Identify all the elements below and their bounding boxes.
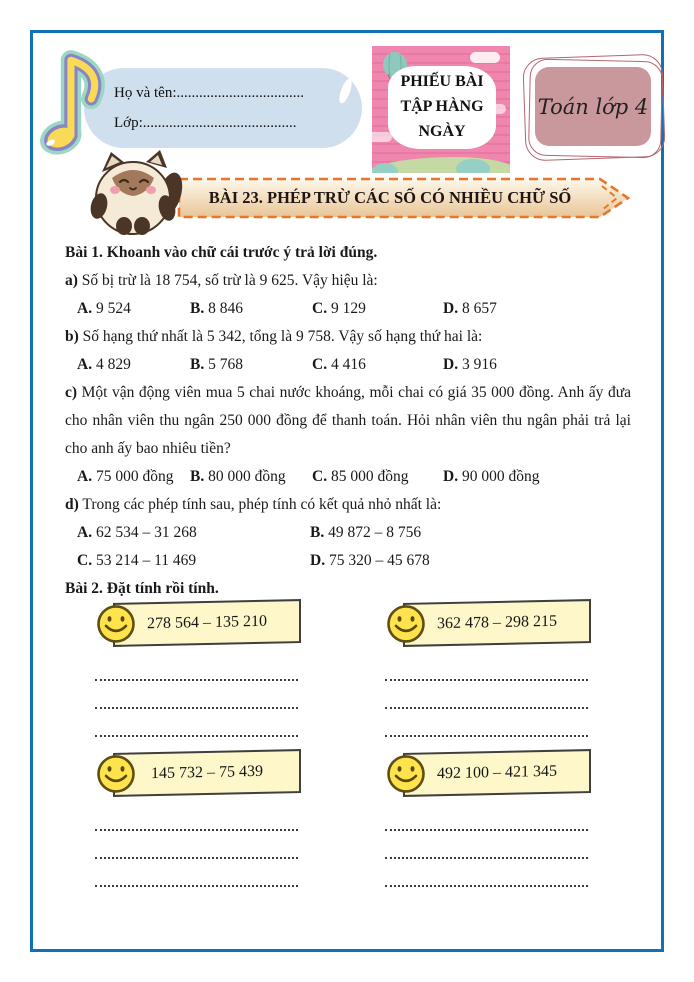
problem-box-3: [113, 749, 301, 797]
question-b-options: [65, 351, 631, 379]
option-a[interactable]: A. 62 534 – 31 268: [77, 524, 197, 541]
smiley-icon: [385, 753, 427, 795]
question-label: c): [65, 384, 78, 401]
exercise-1-title: Bài 1. Khoanh vào chữ cái trước ý trả lời đúng.: [65, 244, 378, 261]
question-body: Trong các phép tính sau, phép tính có kết quả nhỏ nhất là:: [82, 496, 442, 513]
question-body: Số bị trừ là 18 754, số trừ là 9 625. Vậy hiệu là:: [81, 272, 378, 289]
answer-line[interactable]: [385, 709, 588, 737]
class-field[interactable]: Lớp:.........................................: [114, 115, 297, 131]
question-body: Số hạng thứ nhất là 5 342, tổng là 9 758. Vậy số hạng thứ hai là:: [82, 328, 483, 345]
worksheet-title-card: [372, 46, 510, 173]
option-c[interactable]: C. 9 129: [312, 300, 366, 317]
question-d-options-row1: [65, 519, 631, 547]
smiley-icon: [385, 603, 427, 645]
option-b[interactable]: B. 49 872 – 8 756: [310, 524, 422, 541]
option-a[interactable]: A. 4 829: [77, 356, 131, 373]
work-column-right: [385, 601, 591, 887]
question-label: b): [65, 328, 79, 345]
option-b[interactable]: B. 5 768: [190, 356, 243, 373]
question-d-options-row2: [65, 547, 631, 575]
option-c[interactable]: C. 53 214 – 11 469: [77, 552, 197, 569]
option-c[interactable]: C. 85 000 đồng: [312, 468, 409, 485]
lesson-banner: [176, 176, 634, 220]
question-body: Một vận động viên mua 5 chai nước khoáng, mỗi chai có giá 35 000 đồng. Anh ấy đưa cho nhân viên thu ngân 250 000 đồng để thanh toán. Hỏi nhân viên thu ngân phải trả lại cho anh ấy bao nhiêu tiền?: [65, 384, 632, 457]
problem-box-2: [403, 599, 591, 647]
exercise-1: [65, 239, 631, 603]
answer-line[interactable]: [385, 803, 588, 831]
cat-icon: [84, 150, 186, 236]
cloud-shape: [470, 52, 500, 63]
answer-line[interactable]: [95, 681, 298, 709]
grade-label: Toán lớp 4: [537, 94, 649, 119]
smiley-icon: [95, 753, 137, 795]
question-a-options: [65, 295, 631, 323]
question-a-text: [65, 267, 631, 295]
exercise-2-title: Bài 2. Đặt tính rồi tính.: [65, 580, 219, 597]
question-b-text: [65, 323, 631, 351]
option-d[interactable]: D. 75 320 – 45 678: [310, 552, 430, 569]
name-field[interactable]: Họ và tên:..................................: [114, 85, 304, 101]
question-label: a): [65, 272, 78, 289]
answer-line[interactable]: [385, 681, 588, 709]
question-c-options: [65, 463, 631, 491]
option-a[interactable]: A. 9 524: [77, 300, 131, 317]
option-a[interactable]: A. 75 000 đồng: [77, 468, 174, 485]
lesson-title: BÀI 23. PHÉP TRỪ CÁC SỐ CÓ NHIỀU CHỮ SỐ: [208, 188, 572, 207]
badge-fill: [535, 67, 651, 146]
question-label: d): [65, 496, 79, 513]
smiley-icon: [95, 603, 137, 645]
worksheet-title: PHIẾU BÀI TẬP HÀNG NGÀY: [400, 73, 484, 140]
problem-label: 362 478 – 298 215: [437, 612, 557, 633]
option-d[interactable]: D. 90 000 đồng: [443, 468, 540, 485]
option-d[interactable]: D. 8 657: [443, 300, 497, 317]
question-c-text: [65, 379, 631, 463]
music-note-icon: [36, 42, 114, 162]
problem-box-4: [403, 749, 591, 797]
answer-line[interactable]: [385, 653, 588, 681]
grade-badge: [524, 56, 664, 159]
bush-shape: [456, 159, 490, 173]
answer-line[interactable]: [95, 831, 298, 859]
question-d-text: [65, 491, 631, 519]
option-b[interactable]: B. 80 000 đồng: [190, 468, 286, 485]
worksheet-title-blob: [388, 66, 496, 149]
answer-line[interactable]: [95, 709, 298, 737]
option-d[interactable]: D. 3 916: [443, 356, 497, 373]
answer-line[interactable]: [385, 859, 588, 887]
option-b[interactable]: B. 8 846: [190, 300, 243, 317]
option-c[interactable]: C. 4 416: [312, 356, 366, 373]
answer-line[interactable]: [385, 831, 588, 859]
work-column-left: [95, 601, 301, 887]
problem-label: 492 100 – 421 345: [437, 762, 557, 783]
problem-box-1: [113, 599, 301, 647]
problem-label: 278 564 – 135 210: [147, 612, 267, 633]
answer-line[interactable]: [95, 859, 298, 887]
problem-label: 145 732 – 75 439: [151, 762, 263, 783]
answer-line[interactable]: [95, 803, 298, 831]
answer-line[interactable]: [95, 653, 298, 681]
student-info-panel: [84, 68, 362, 148]
